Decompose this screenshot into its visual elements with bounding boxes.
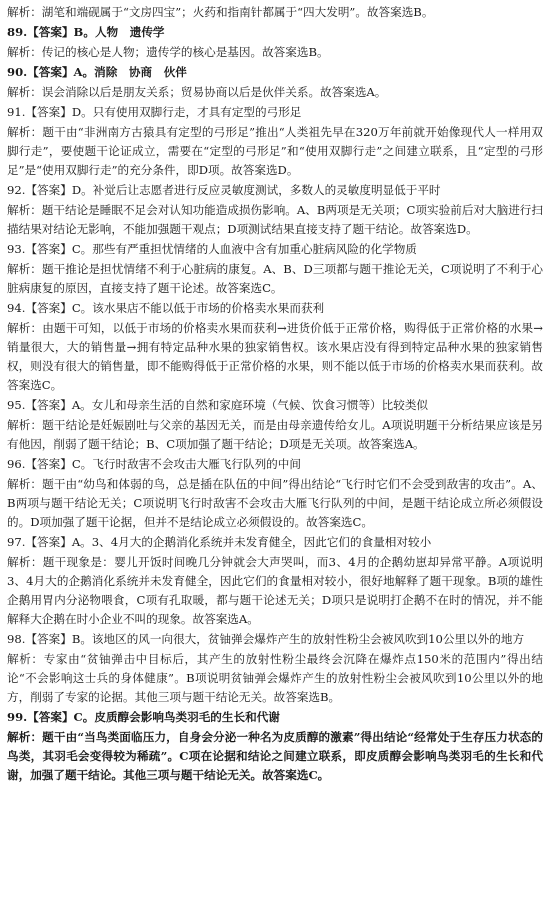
answer-text: 89.【答案】B。人物 遗传学 xyxy=(7,25,165,39)
item-7 xyxy=(7,181,543,200)
answer-text: 90.【答案】A。消除 协商 伙伴 xyxy=(7,65,187,79)
answer-text: 92.【答案】D。补觉后让志愿者进行反应灵敏度测试，多数人的灵敏度明显低于平时 xyxy=(7,183,441,197)
item-16 xyxy=(7,475,543,532)
item-8 xyxy=(7,201,543,239)
analysis-text: 解析：题干结论是睡眠不足会对认知功能造成损伤影响。A、B两项是无关项；C项实验前后对大脑进行扫描结果对结论无影响，不能加强题干观点；D项测试结果直接支持了题干结论。故答案选D。 xyxy=(7,203,543,236)
item-2 xyxy=(7,43,543,62)
item-10 xyxy=(7,260,543,298)
analysis-text: 解析：题干由“当鸟类面临压力，自身会分泌一种名为皮质醇的激素”得出结论“经常处于生存压力状态的鸟类，其羽毛会变得较为稀疏”。C项在论据和结论之间建立联系，即皮质醇会影响鸟类羽毛的生长和代谢，加强了题干结论。其他三项与题干结论无关。故答案选C。 xyxy=(7,730,543,782)
answer-text: 98.【答案】B。该地区的风一向很大，贫铀弹会爆炸产生的放射性粉尘会被风吹到10公里以外的地方 xyxy=(7,632,525,646)
item-9 xyxy=(7,240,543,259)
answer-text: 99.【答案】C。皮质醇会影响鸟类羽毛的生长和代谢 xyxy=(7,710,280,724)
analysis-text: 解析：专家由“贫铀弹击中目标后，其产生的放射性粉尘最终会沉降在爆炸点150米的范围内”得出结论“不会影响这士兵的身体健康”。B项说明贫铀弹会爆炸产生的放射性粉尘会被风吹到10公里以外的地方，削弱了专家的论据。其他三项与题干结论无关。故答案选B。 xyxy=(7,652,543,704)
answer-text: 95.【答案】A。女儿和母亲生活的自然和家庭环境（气候、饮食习惯等）比较类似 xyxy=(7,398,429,412)
item-5 xyxy=(7,103,543,122)
item-22 xyxy=(7,728,543,785)
answer-text: 96.【答案】C。飞行时敌害不会攻击大雁飞行队列的中间 xyxy=(7,457,301,471)
item-3 xyxy=(7,63,543,82)
item-14 xyxy=(7,416,543,454)
answer-text: 94.【答案】C。该水果店不能以低于市场的价格卖水果而获利 xyxy=(7,301,325,315)
analysis-text: 解析：误会消除以后是朋友关系；贸易协商以后是伙伴关系。故答案选A。 xyxy=(7,85,387,99)
item-18 xyxy=(7,553,543,629)
analysis-text: 解析：题干由“非洲南方古猿具有定型的弓形足”推出“人类祖先早在320万年前就开始像现代人一样用双脚行走”，要使题干论证成立，需要在“定型的弓形足”和“使用双脚行走”之间建立联系，且“定型的弓形足”是“使用双脚行走”的充分条件，即D项。故答案选D。 xyxy=(7,125,543,177)
analysis-text: 解析：由题干可知，以低于市场的价格卖水果而获利→进货价低于正常价格，购得低于正常价格的水果→销量很大，大的销售量→拥有特定品种水果的独家销售权。该水果店没有得到特定品种水果的独家销售权，则没有很大的销售量，即不能购得低于正常价格的水果，则不能以低于市场的价格卖水果而获利。故答案选C。 xyxy=(7,321,543,392)
item-15 xyxy=(7,455,543,474)
item-12 xyxy=(7,319,543,395)
answer-text: 97.【答案】A。3、4月大的企鹅消化系统并未发育健全，因此它们的食量相对较小 xyxy=(7,535,432,549)
item-4 xyxy=(7,83,543,102)
item-1 xyxy=(7,23,543,42)
answer-text: 91.【答案】D。只有使用双脚行走，才具有定型的弓形足 xyxy=(7,105,302,119)
item-11 xyxy=(7,299,543,318)
item-17 xyxy=(7,533,543,552)
item-0 xyxy=(7,3,543,22)
item-6 xyxy=(7,123,543,180)
analysis-text: 解析：湖笔和端砚属于“文房四宝”；火药和指南针都属于“四大发明”。故答案选B。 xyxy=(7,5,434,19)
analysis-text: 解析：题干结论是妊娠剧吐与父亲的基因无关，而是由母亲遗传给女儿。A项说明题干分析结果应该是另有他因，削弱了题干结论；B、C项加强了题干结论；D项是无关项。故答案选A。 xyxy=(7,418,543,451)
analysis-text: 解析：题干现象是：婴儿开饭时间晚几分钟就会大声哭叫，而3、4月的企鹅幼崽却异常平静。A项说明3、4月大的企鹅消化系统并未发育健全，因此它们的食量相对较小，很好地解释了题干现象。B项的雄性企鹅用胃内分泌物喂食，C项有孔取暖，都与题干论述无关；D项只是说明打企鹅不在时的情况，并不能解释大企鹅在时小企业不叫的现象。故答案选A。 xyxy=(7,555,543,626)
analysis-text: 解析：题干推论是担忧情绪不利于心脏病的康复。A、B、D三项都与题干推论无关，C项说明了不利于心脏病康复的原因，直接支持了题干论述。故答案选C。 xyxy=(7,262,543,295)
item-19 xyxy=(7,630,543,649)
item-21 xyxy=(7,708,543,727)
analysis-text: 解析：题干由“幼鸟和体弱的鸟，总是插在队伍的中间”得出结论“飞行时它们不会受到敌害的攻击”。A、B两项与题干结论无关；C项说明飞行时敌害不会攻击大雁飞行队列的中间，是题干结论成立所必须假设的。D项加强了题干论据，但并不是结论成立必须假设的。故答案选C。 xyxy=(7,477,543,529)
answer-text: 93.【答案】C。那些有严重担忧情绪的人血液中含有加重心脏病风险的化学物质 xyxy=(7,242,417,256)
item-13 xyxy=(7,396,543,415)
analysis-text: 解析：传记的核心是人物；遗传学的核心是基因。故答案选B。 xyxy=(7,45,329,59)
item-20 xyxy=(7,650,543,707)
